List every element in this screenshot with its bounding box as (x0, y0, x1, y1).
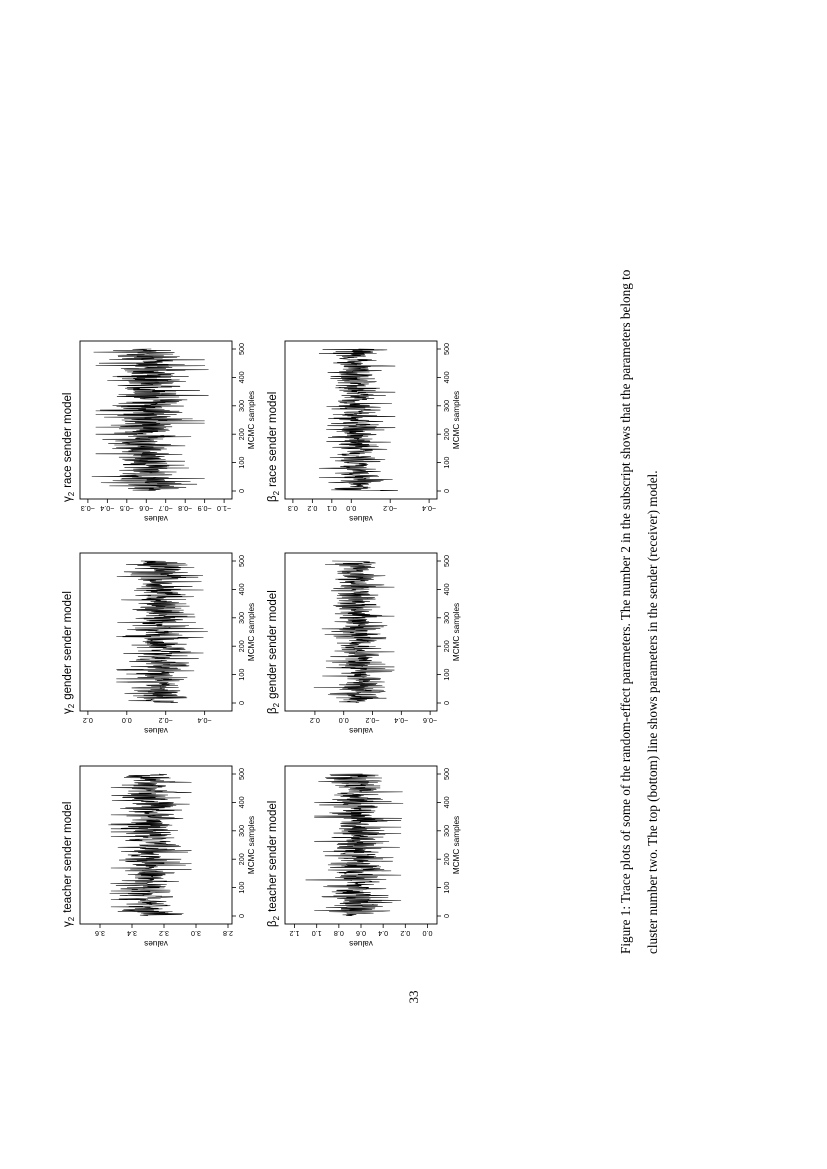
y-tick-label: −1.0 (217, 504, 232, 513)
x-axis-label: MCMC samples (452, 602, 461, 662)
x-axis-label: MCMC samples (452, 815, 461, 875)
title-text: teacher sender model (267, 800, 279, 912)
x-tick-label: 200 (237, 640, 246, 653)
x-tick-label: 300 (442, 399, 451, 412)
trace-panel-1 (62, 766, 256, 948)
trace-panel-2 (62, 553, 256, 735)
title-text: gender sender model (62, 591, 74, 700)
x-tick-label: 200 (237, 428, 246, 441)
y-tick-label: 0.2 (309, 716, 320, 725)
y-tick-label: −0.2 (365, 716, 380, 725)
title-text: race sender model (62, 392, 74, 488)
x-tick-label: 400 (237, 796, 246, 809)
y-tick-label: −0.6 (423, 716, 438, 725)
x-tick-label: 100 (237, 881, 246, 894)
y-tick-label: −0.4 (422, 504, 437, 513)
x-tick-label: 400 (237, 583, 246, 596)
trace-series (116, 561, 208, 703)
trace-series (108, 774, 191, 916)
title-symbol: γ (62, 921, 74, 927)
title-symbol: γ (62, 496, 74, 502)
y-tick-label: 0.0 (422, 929, 433, 938)
x-tick-label: 500 (237, 555, 246, 567)
trace-series (306, 774, 404, 916)
y-axis-label: values (144, 514, 168, 523)
figure-caption-line-1: Figure 1: Trace plots of some of the random-effect parameters. The number 2 in the subscript shows that the parameters belong to (618, 269, 633, 954)
title-symbol: β (267, 920, 279, 927)
y-axis-label: values (144, 939, 168, 948)
x-tick-label: 500 (237, 768, 246, 780)
y-tick-label: 3.0 (191, 929, 201, 938)
x-tick-label: 200 (442, 640, 451, 653)
y-tick-label: 0.0 (121, 716, 132, 725)
x-tick-label: 300 (442, 824, 451, 837)
x-tick-label: 300 (237, 611, 246, 624)
y-tick-label: 0.0 (338, 716, 349, 725)
y-tick-label: −0.6 (139, 504, 154, 513)
page-number: 33 (406, 990, 421, 1004)
x-tick-label: 100 (442, 668, 451, 681)
y-tick-label: −0.3 (80, 504, 95, 513)
y-tick-label: 3.2 (159, 929, 169, 938)
y-axis-label: values (349, 514, 373, 523)
x-tick-label: 0 (442, 914, 451, 918)
x-tick-label: 500 (442, 343, 451, 355)
x-tick-label: 100 (442, 881, 451, 894)
panel-title (267, 801, 281, 927)
panel-title (267, 392, 281, 502)
y-tick-label: 0.1 (326, 504, 337, 513)
trace-series (314, 561, 395, 703)
title-subscript: 2 (67, 703, 76, 709)
x-tick-label: 0 (237, 489, 246, 493)
x-tick-label: 100 (237, 456, 246, 469)
x-tick-label: 0 (442, 701, 451, 705)
y-tick-label: 3.4 (127, 929, 137, 938)
x-tick-label: 100 (237, 668, 246, 681)
title-subscript: 2 (272, 915, 281, 921)
trace-panel-3 (62, 341, 256, 523)
x-axis-label: MCMC samples (452, 390, 461, 450)
trace-plot-grid (62, 341, 461, 948)
trace-series (319, 349, 398, 491)
y-tick-label: 0.2 (400, 929, 411, 938)
x-tick-label: 100 (442, 456, 451, 469)
x-tick-label: 200 (442, 853, 451, 866)
y-tick-label: −0.4 (197, 716, 212, 725)
figure-caption-line-2: cluster number two. The top (bottom) line shows parameters in the sender (receiver) model. (645, 470, 660, 954)
trace-panel-6 (267, 341, 461, 523)
title-text: gender sender model (267, 590, 279, 699)
trace-panel-5 (267, 553, 461, 735)
y-tick-label: 0.4 (378, 929, 389, 938)
x-tick-label: 200 (237, 853, 246, 866)
y-tick-label: 0.6 (356, 929, 366, 938)
x-tick-label: 200 (442, 428, 451, 441)
y-tick-label: −0.7 (158, 504, 173, 513)
x-tick-label: 300 (237, 399, 246, 412)
y-tick-label: 2.8 (223, 929, 233, 938)
y-tick-label: −0.2 (158, 716, 173, 725)
panel-title (62, 802, 76, 927)
x-tick-label: 500 (237, 343, 246, 355)
title-text: teacher sender model (62, 801, 74, 913)
panel-title (62, 393, 76, 502)
y-tick-label: 0.8 (333, 929, 344, 938)
y-tick-label: 1.2 (289, 929, 300, 938)
x-tick-label: 400 (442, 583, 451, 596)
x-tick-label: 400 (442, 371, 451, 384)
title-subscript: 2 (67, 916, 76, 922)
x-tick-label: 400 (237, 371, 246, 384)
x-tick-label: 500 (442, 768, 451, 780)
y-tick-label: −0.5 (119, 504, 134, 513)
title-subscript: 2 (272, 702, 281, 708)
x-tick-label: 500 (442, 555, 451, 567)
x-tick-label: 0 (237, 914, 246, 918)
x-axis-label: MCMC samples (247, 815, 256, 875)
x-axis-label: MCMC samples (247, 390, 256, 450)
x-tick-label: 300 (442, 611, 451, 624)
x-tick-label: 0 (237, 701, 246, 705)
panel-title (267, 590, 281, 714)
y-tick-label: −0.9 (197, 504, 212, 513)
y-tick-label: 3.6 (95, 929, 105, 938)
y-tick-label: 0.2 (307, 504, 318, 513)
x-axis-label: MCMC samples (247, 602, 256, 662)
y-axis-label: values (349, 939, 373, 948)
y-tick-label: 1.0 (311, 929, 322, 938)
x-tick-label: 0 (442, 489, 451, 493)
y-tick-label: 0.3 (287, 504, 298, 513)
y-tick-label: −0.4 (394, 716, 409, 725)
y-tick-label: −0.4 (100, 504, 115, 513)
title-symbol: β (267, 707, 279, 714)
y-tick-label: −0.8 (178, 504, 193, 513)
title-subscript: 2 (67, 491, 76, 497)
y-tick-label: 0.0 (346, 504, 357, 513)
trace-series (92, 349, 209, 491)
y-tick-label: 0.2 (82, 716, 93, 725)
title-text: race sender model (267, 391, 279, 487)
title-symbol: γ (62, 708, 74, 714)
title-symbol: β (267, 495, 279, 502)
x-tick-label: 400 (442, 796, 451, 809)
y-tick-label: −0.2 (383, 504, 398, 513)
y-axis-label: values (349, 726, 373, 735)
title-subscript: 2 (272, 490, 281, 496)
rotated-figure (62, 269, 660, 1003)
panel-title (62, 591, 76, 714)
trace-panel-4 (267, 766, 461, 948)
y-axis-label: values (144, 726, 168, 735)
x-tick-label: 300 (237, 824, 246, 837)
